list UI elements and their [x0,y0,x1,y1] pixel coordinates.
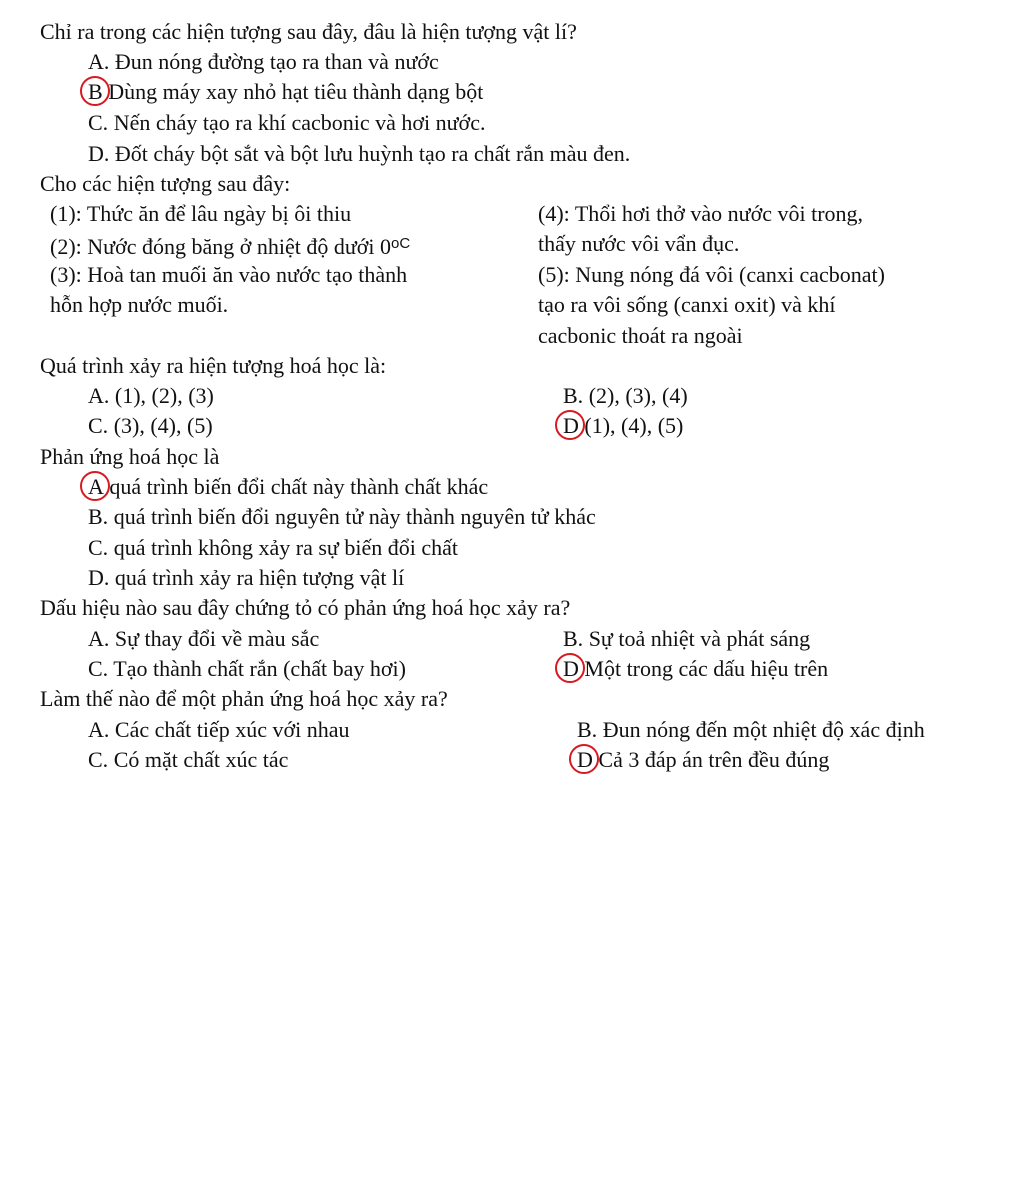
phenomenon-5-line-3: cacbonic thoát ra ngoài [538,323,743,348]
q5-option-c [88,745,288,775]
question-2-stem: Quá trình xảy ra hiện tượng hoá học là: [40,353,387,378]
option-letter: B. [88,504,109,529]
option-letter: A. [88,717,110,742]
q3-option-d [88,563,404,593]
answer-circle-mark: A [88,472,104,502]
phenomenon-5-line-1: (5): Nung nóng đá vôi (canxi cacbonat) [538,262,885,287]
q5-option-b [577,715,925,745]
question-2-intro: Cho các hiện tượng sau đây: [40,171,291,196]
option-letter: B. [563,383,584,408]
option-letter: C. [88,656,109,681]
answer-circle-mark: B [88,77,103,107]
option-letter: A. [88,626,110,651]
option-letter: D. [88,565,110,590]
option-text: quá trình biến đổi nguyên tử này thành nguyên tử khác [113,504,596,529]
phenomenon-3-line-1: (3): Hoà tan muối ăn vào nước tạo thành [50,262,408,287]
phenomenon-2-text: (2): Nước đóng băng ở nhiệt độ dưới 0 [50,234,392,259]
q2-option-b [563,381,688,411]
q1-option-d [88,139,630,169]
option-letter: A. [88,383,110,408]
q1-option-c [88,108,485,138]
option-text: Đun nóng đường tạo ra than và nước [114,49,439,74]
option-text: Đun nóng đến một nhiệt độ xác định [602,717,925,742]
option-letter: C. [88,110,109,135]
question-3-stem: Phản ứng hoá học là [40,444,220,469]
option-text: quá trình xảy ra hiện tượng vật lí [114,565,405,590]
option-text: Sự thay đổi về màu sắc [114,626,320,651]
q2-option-d [563,411,683,441]
phenomenon-3-line-2: hỗn hợp nước muối. [50,292,229,317]
phenomenon-4-line-1: (4): Thổi hơi thở vào nước vôi trong, [538,201,864,226]
phenomenon-4-line-2: thấy nước vôi vẩn đục. [538,231,740,256]
option-text: Sự toả nhiệt và phát sáng [588,626,811,651]
option-text: Nến cháy tạo ra khí cacbonic và hơi nước. [113,110,486,135]
option-text: Đốt cháy bột sắt và bột lưu huỳnh tạo ra chất rắn màu đen. [114,141,631,166]
option-letter: C. [88,535,109,560]
option-text: (1), (4), (5) [584,413,684,438]
q4-option-b [563,624,810,654]
phenomenon-2 [50,229,410,259]
q5-option-a [88,715,350,745]
option-text: (1), (2), (3) [114,383,214,408]
question-5-stem: Làm thế nào để một phản ứng hoá học xảy ra? [40,686,448,711]
answer-circle-mark: D [577,745,593,775]
option-text: Tạo thành chất rắn (chất bay hơi) [113,656,406,681]
q3-option-b [88,502,596,532]
q2-option-a [88,381,214,411]
q4-option-c [88,654,406,684]
question-4-stem: Dấu hiệu nào sau đây chứng tỏ có phản ứng hoá học xảy ra? [40,595,571,620]
q3-option-c [88,533,458,563]
q5-option-d [577,745,829,775]
phenomenon-1: (1): Thức ăn để lâu ngày bị ôi thiu [50,201,352,226]
q4-option-d [563,654,828,684]
option-letter: B. [577,717,598,742]
q1-option-b [88,77,483,107]
option-text: Dùng máy xay nhỏ hạt tiêu thành dạng bột [108,79,484,104]
answer-circle-mark: D [563,411,579,441]
option-text: Cả 3 đáp án trên đều đúng [598,747,830,772]
option-letter: C. [88,413,109,438]
q2-option-c [88,411,213,441]
degree-unit: oC [391,235,411,252]
option-letter: C. [88,747,109,772]
option-text: Một trong các dấu hiệu trên [584,656,829,681]
option-text: quá trình biến đổi chất này thành chất khác [109,474,489,499]
q4-option-a [88,624,319,654]
answer-circle-mark: D [563,654,579,684]
question-1-stem: Chỉ ra trong các hiện tượng sau đây, đâu là hiện tượng vật lí? [40,19,577,44]
option-text: (3), (4), (5) [113,413,213,438]
option-letter: D. [88,141,110,166]
phenomenon-5-line-2: tạo ra vôi sống (canxi oxit) và khí [538,292,836,317]
option-text: quá trình không xảy ra sự biến đổi chất [113,535,458,560]
option-text: (2), (3), (4) [588,383,688,408]
option-text: Có mặt chất xúc tác [113,747,289,772]
option-text: Các chất tiếp xúc với nhau [114,717,350,742]
q1-option-a [88,47,439,77]
q3-option-a [88,472,488,502]
option-letter: A. [88,49,110,74]
option-letter: B. [563,626,584,651]
